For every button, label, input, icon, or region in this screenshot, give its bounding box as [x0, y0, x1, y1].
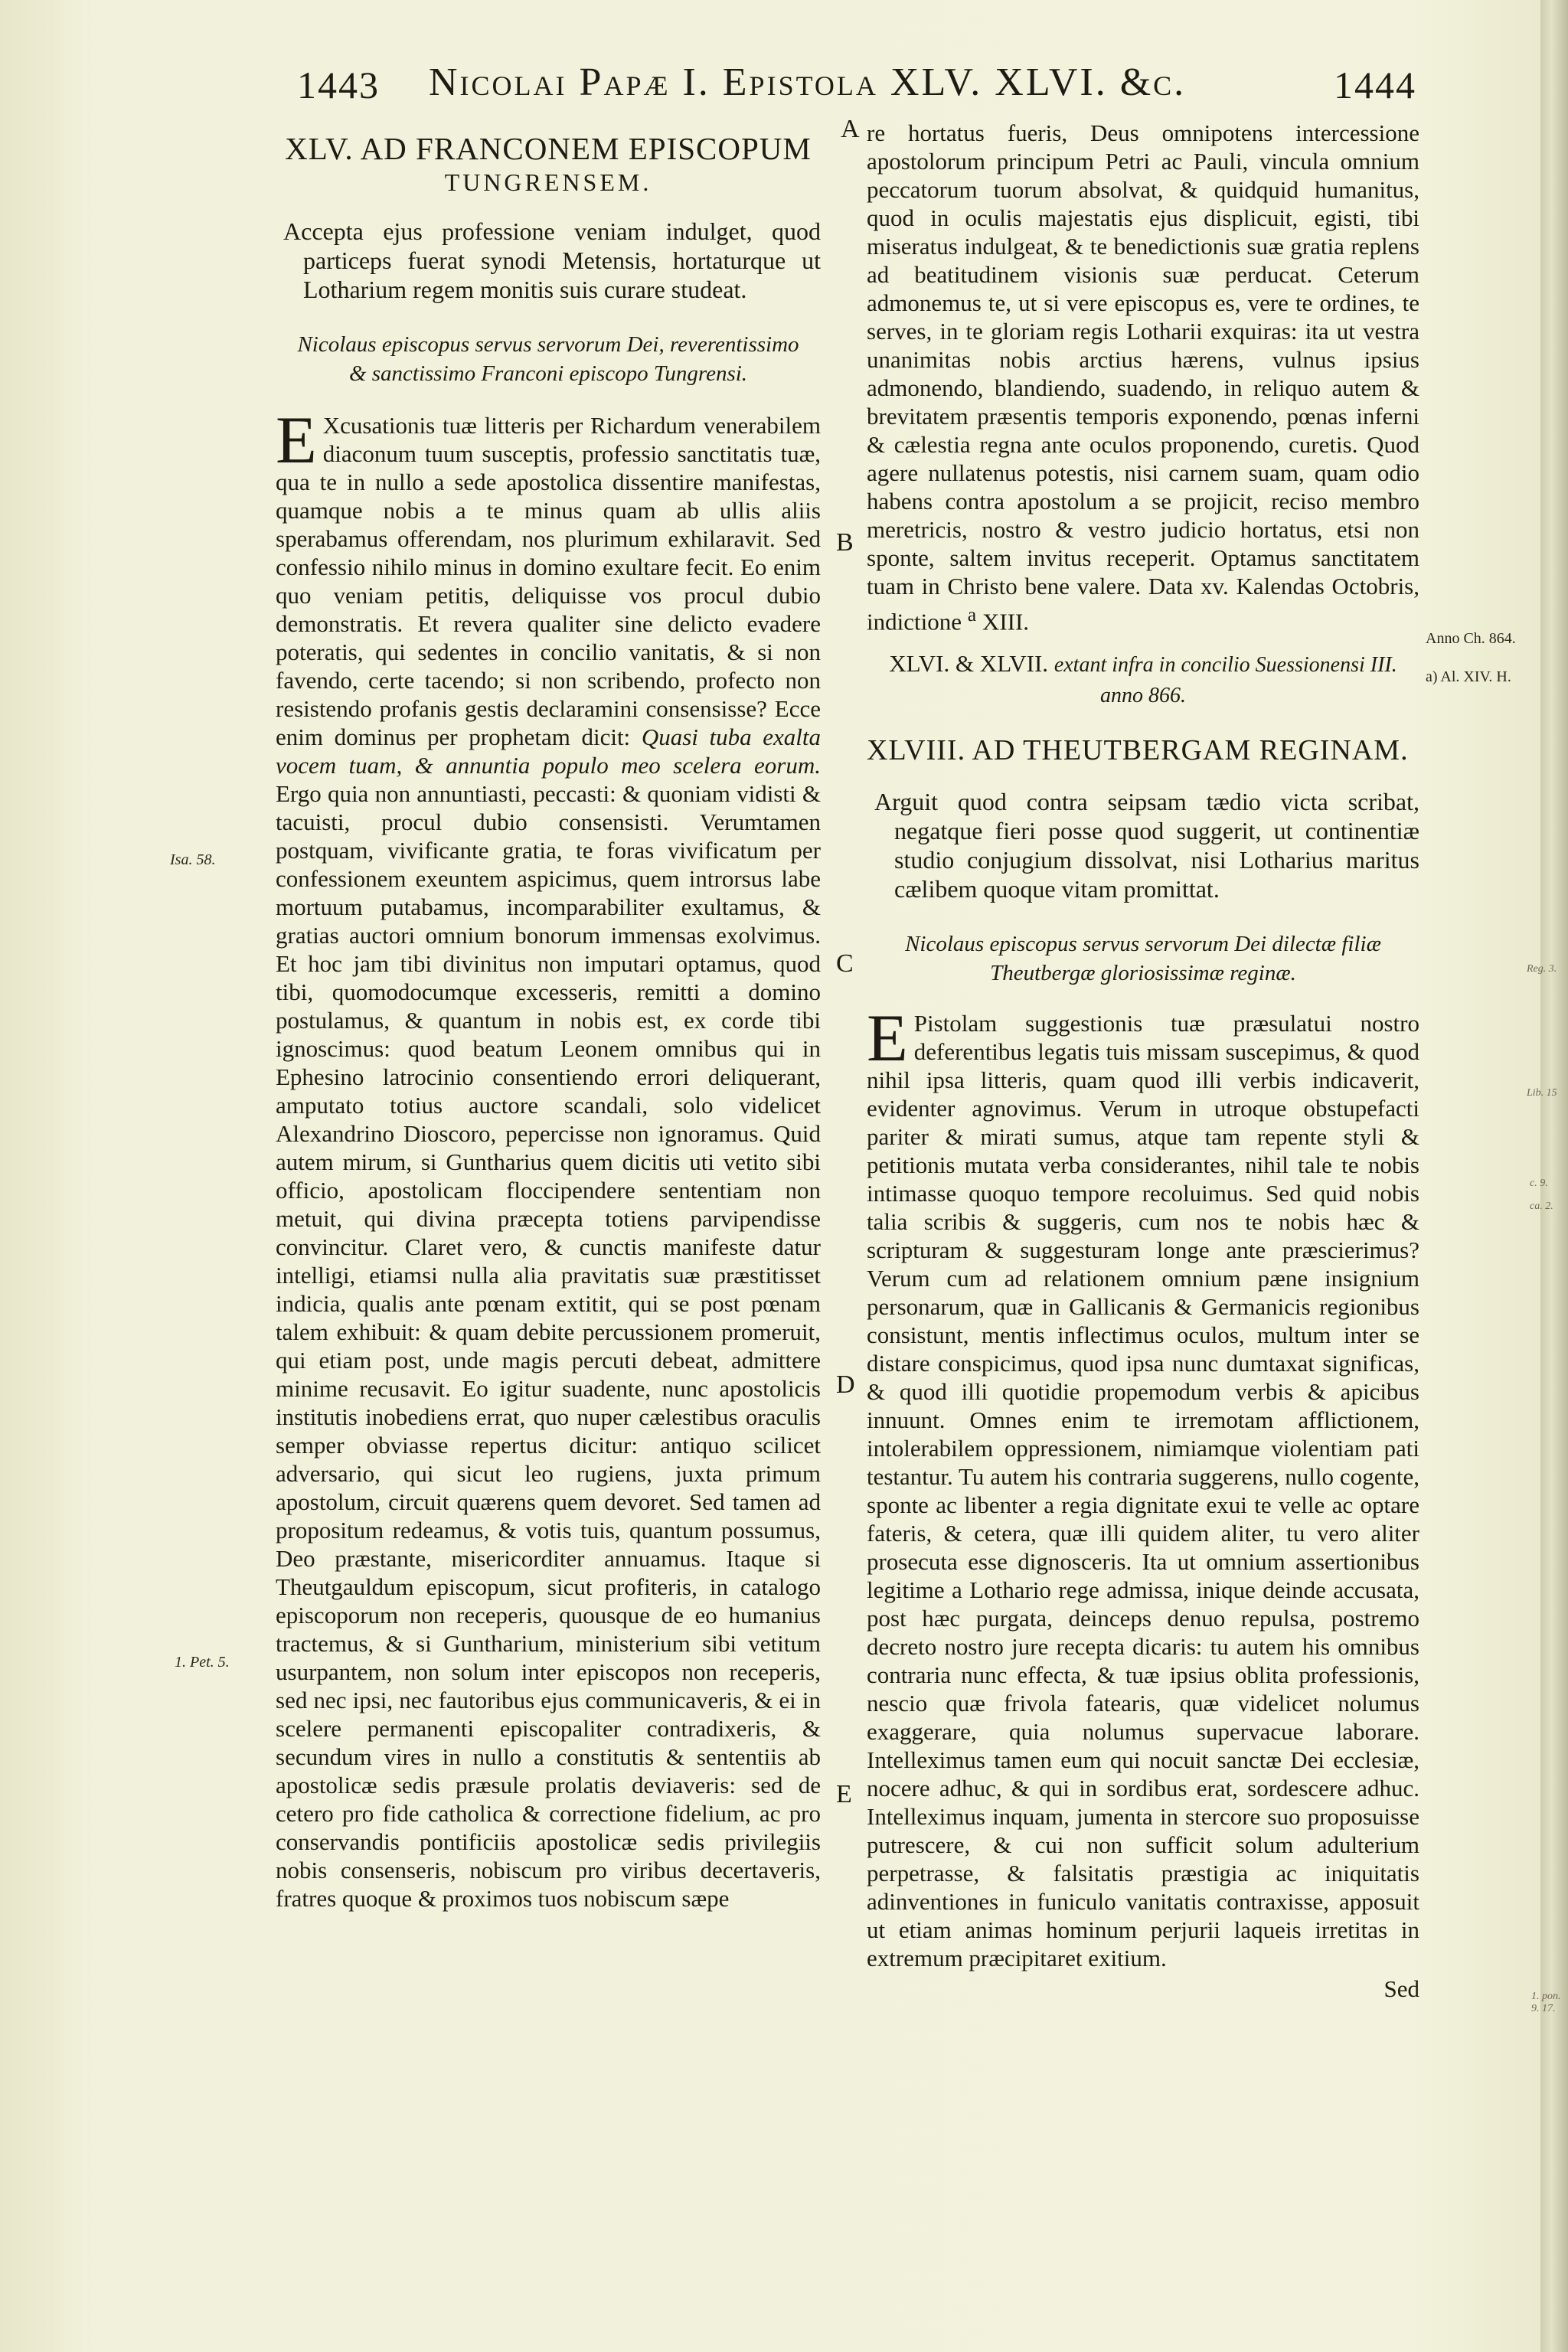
epistle-45-argument: Accepta ejus professione veniam indulget, quod particeps fuerat synodi Metensis, hortaturque ut Lotharium regem monitis suis curare studeat. — [283, 217, 821, 303]
margin-note-faint: Lib. 15 — [1527, 1087, 1557, 1099]
epistle-45-body — [276, 403, 822, 1913]
epistle-48-text: Pistolam suggestionis tuæ præsulatui nostro deferentibus legatis tuis missam suscepimus, & quod nihil ipsa litteris, quam quod illi verbis indicaverit, evidenter agnovimus. Verum in utroque obstupefacti pariter & mirati sumus, atque tam repente styli & petitionis mutata verba considerantes, nihil tale te nobis intimasse quoquo tempore recoluimus. Sed quid nobis talia scribis & suggeris, cum nos te nobis hæc & scripturam & suggesturam longe ante præscierimus? Verum cum ad relationem omnium pæne insignium personarum, quæ in Gallicanis & Germanicis regionibus consistunt, mentis inflectimus oculos, multum inter se distare conspicimus, quod ipsa nunc dumtaxat significas, & quod illi quotidie propemodum verbis & apicibus innuunt. Omnes enim te irremotam afflictionem, intolerabilem oppressionem, nimiamque violentiam pati testantur. Tu autem his contraria suggerens, nullo cogente, sponte ac libenter a regia dignitate exui te velle ac optare fateris, & cetera, quæ illi quidem aliter, tu vero aliter prosecuta esse dignosceris. Ita ut omnium assertionibus legitime a Lothario rege admissa, inique deinde accusata, post hæc purgata, deinceps denuo repulsa, postremo decreto nostro jure recepta dicaris: tu autem his omnibus contraria nunc effecta, & tuæ ipsius oblita professionis, nescio quæ frivola fatearis, quæ videlicet nolumus exaggerare, quia nolumus supervacue laborare. Intelleximus tamen eum qui nocuit sanctæ Dei ecclesiæ, nocere adhuc, & qui in sordibus erat, sordescere adhuc. Intelleximus inquam, jumenta in stercore suo proposuisse putrescere, & cui non sufficit solum adulterium perpetrasse, & falsitatis præstigia ac iniquitatis adinventiones in funiculo vanitatis contraxisse, apposuit ut etiam animas hominum perjurii laqueis irretitas in extremum præcipitaret exitium. — [867, 1010, 1419, 1972]
epistle-45-text: Xcusationis tuæ litteris per Richardum venerabilem diaconum tuum susceptis, professio sanctitatis tuæ, qua te in nullo a sede apostolica dissentire manifestas, quamque nobis a te minus quam ab ullis aliis sperabamus offerendam, nos plurimum exhilaravit. Sed confessio nihilo minus in domino exultare fecit. Eo enim quo veniam petitis, deliquisse vos procul dubio demonstratis. Et revera qualiter sine delicto evadere poteratis, qui sedentes in concilio vanitatis, & si non favendo, certe tacendo; si non scribendo, profecto non resistendo profanis gestis declaramini consensisse? Ecce enim dominus per prophetam dicit: — [276, 412, 821, 750]
epistle-45-salutation: Nicolaus episcopus servus servorum Dei, reverentissimo & sanctissimo Franconi episcopo Tungrensi. — [297, 332, 799, 386]
section-letter-e: E — [836, 1780, 852, 1808]
margin-note-isaiah: Isa. 58. — [170, 851, 216, 868]
section-letter-c: C — [836, 949, 854, 978]
section-letter-a: A — [841, 115, 860, 143]
epistle-48-title: XLVIII. AD THEUTBERGAM REGINAM. — [867, 734, 1409, 767]
epistle-46-47-notice — [867, 649, 1419, 710]
page-number-left: 1443 — [297, 64, 380, 106]
section-letter-b: B — [836, 528, 854, 557]
drop-cap: E — [867, 1001, 908, 1076]
left-column — [276, 130, 821, 1913]
margin-note-faint: Reg. 3. — [1527, 963, 1557, 975]
epistle-48-argument: Arguit quod contra seipsam tædio victa scribat, negatque fieri posse quod suggerit, ut continentiæ studio conjugium dissolvat, nisi Lotharius maritus cælibem quoque vitam promittat. — [874, 788, 1419, 903]
margin-note-faint: ca. 2. — [1530, 1200, 1553, 1212]
running-head-title: Nicolai Papæ I. Epistola XLV. XLVI. &c. — [429, 60, 1187, 104]
epistle-45-subtitle: TUNGRENSEM. — [444, 168, 652, 196]
drop-cap: E — [276, 403, 317, 478]
margin-note-alias: a) Al. XIV. H. — [1426, 668, 1511, 685]
right-column — [867, 119, 1419, 2003]
epistle-48-body — [867, 1001, 1419, 1972]
page-number-right: 1444 — [1334, 64, 1416, 106]
margin-note-anno: Anno Ch. 864. — [1426, 630, 1516, 647]
indiction-number: XIII. — [982, 608, 1030, 635]
scripture-quote: Quasi tuba exalta vocem tuam, & annuntia populo meo scelera eorum. — [276, 724, 822, 779]
epistle-45-text-continued: Ergo quia non annuntiasti, peccasti: & quoniam vidisti & tacuisti, procul dubio consensisti. Verumtamen postquam, vivificante gratia, te foras vivificatum per confessionem exeuntem aspicimus, quem introrsus labe mortuum putabamus, incomparabiliter exultamus, & gratias auctori omnium bonorum immensas exolvimus. Et hoc jam tibi divinitus non imputari optamus, quod tibi, quomodocumque excesseris, remitti a domino postulamus, & quantum in nobis est, ex corde tibi ignoscimus: quod beatum Leonem omnibus qui in Ephesino latrocinio consentiendo errori deliquerant, amputato totius auctore scandali, solo videlicet Alexandrino Dioscoro, pepercisse non ignoramus. Quid autem mirum, si Guntharius quem dicitis uti vetito sibi officio, apostolicam floccipendere sententiam non metuit, qui divina præcepta totiens parvipendisse convincitur. Claret vero, & cunctis manifeste datur intelligi, etiamsi nulla alia pravitatis suæ præstitisset indicia, qualis ante pœnam extitit, qui se post pœnam talem exhibuit: & quam debite percussionem promeruit, qui etiam post, unde magis percuti debeat, admittere minime recusavit. Eo igitur suadente, nunc apostolicis institutis inobediens errat, quo nuper cælestibus oraculis semper obviasse repertus dicitur: antiquo scilicet adversario, qui sicut leo rugiens, juxta primum apostolum, circuit quærens quem devoret. Sed tamen ad propositum redeamus, & votis tuis, quantum possumus, Deo præstante, misericorditer annuamus. Itaque si Theutgauldum episcopum, sicut profiteris, in catalogo episcoporum non receperis, quousque de eo humanius tractemus, & si Guntharium, ministerium sibi vetitum usurpantem, non solum inter episcopos non receperis, sed nec ipsi, nec fautoribus ejus communicaveris, & ei in scelere permanenti episcopaliter contradixeris, & secundum vires in nullo a constitutis & sententiis ab apostolicæ sedis præsule prolatis deviaveris: sed de cetero pro fide catholica & correctione fidelium, ac pro conservandis pontificiis apostolicæ sedis privilegiis nobis consenseris, nobiscum pro viribus decertaveris, fratres quoque & proximos tuos nobiscum sæpe — [276, 780, 821, 1912]
section-letter-d: D — [836, 1370, 855, 1399]
margin-note-faint: 1. pon. 9. 17. — [1531, 1991, 1561, 2014]
epistle-45-conclusion-text: re hortatus fueris, Deus omnipotens intercessione apostolorum principum Petri ac Pauli, vincula omnium peccatorum tuorum absolvat, & quidquid humanitus, quod in oculis majestatis ejus displicuit, egisti, tibi miseratus indulgeat, & te benedictionis suæ gratia replens ad beatitudinem visionis suæ perducat. Ceterum admonemus te, ut si vere episcopus es, vere te ordines, te serves, in te gloriam regis Lotharii exquiras: ita ut vestra unanimitas nobis arctius hærens, vulnus ipsius admonendo, blandiendo, suadendo, in reliquo autem & brevitatem præsentis temporis exponendo, pœnas inferni & cælestia regna ante oculos proponendo, curetis. Quod agere nullatenus potestis, nisi carnem suam, quam odio habens contra apostolum a se projicit, reciso membro meretricis, nostro & vestro judicio hortatus, etsi non sponte, saltem invitus receperit. Optamus sanctitatem tuam in Christo bene valere. Data xv. Kalendas Octobris, indictione — [867, 119, 1419, 635]
epistle-48-salutation: Nicolaus episcopus servus servorum Dei dilectæ filiæ Theutbergæ gloriosissimæ reginæ. — [905, 932, 1381, 986]
notice-text: extant infra in concilio Suessionensi III. anno 866. — [1054, 653, 1397, 708]
epistle-45-title — [276, 130, 821, 197]
catchword: Sed — [1383, 1975, 1419, 2003]
notice-numbers: XLVI. & XLVII. — [889, 650, 1049, 678]
margin-note-peter: 1. Pet. 5. — [175, 1654, 230, 1671]
margin-note-faint: c. 9. — [1530, 1178, 1548, 1189]
epistle-45-title-text: XLV. AD FRANCONEM EPISCOPUM — [285, 131, 812, 166]
epistle-45-conclusion — [867, 119, 1419, 635]
footnote-marker: a — [967, 603, 977, 626]
